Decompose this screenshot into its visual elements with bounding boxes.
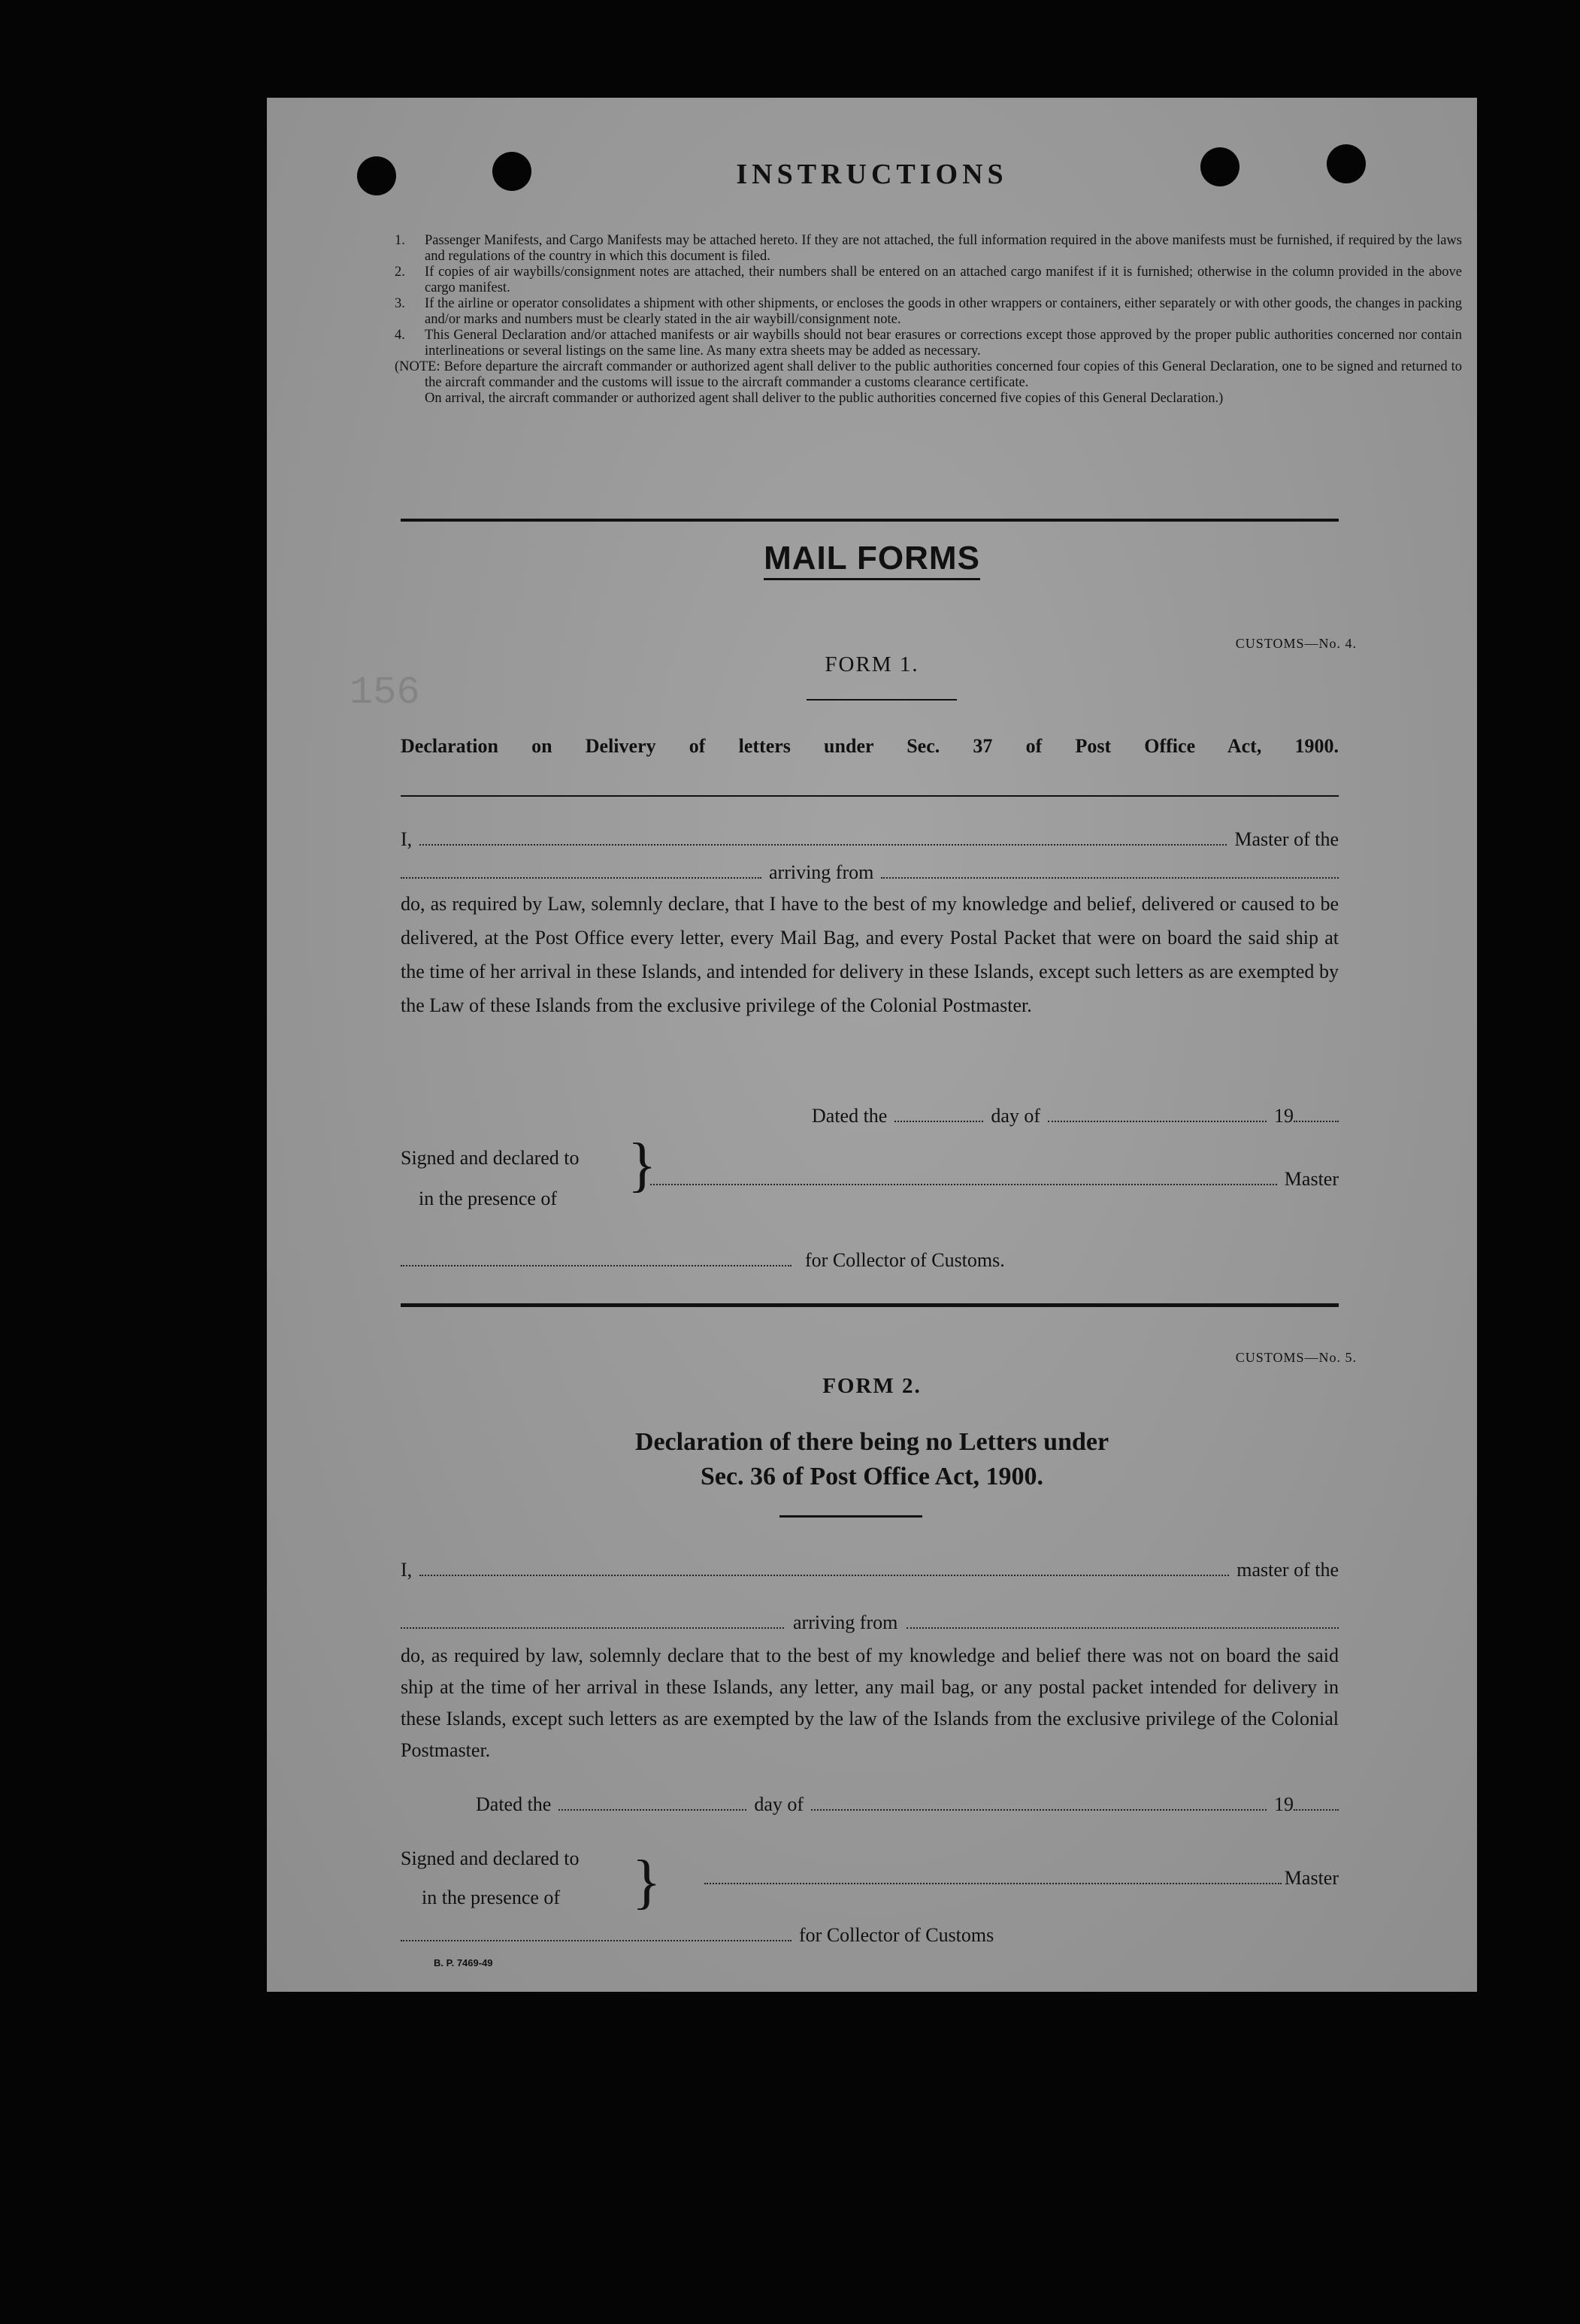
form1-label-rule <box>807 699 957 701</box>
form1-dated-line <box>812 1105 1339 1127</box>
instruction-item: 2. If copies of air waybills/consignment notes are attached, their numbers shall be entered on an attached cargo manifest if it is furnished; otherwise in the column provided in the above cargo manifest. <box>395 265 1462 295</box>
instructions-title: INSTRUCTIONS <box>736 159 1008 190</box>
instructions-list <box>395 233 1462 407</box>
form1-line1-end: Master of the <box>1234 828 1339 850</box>
form1-body: do, as required by Law, solemnly declare, that I have to the best of my knowledge and belief, delivered or caused to be delivered, at the Post Office every letter, every Mail Bag, and every Postal Packet that were on board the said ship at the time of her arrival in these Islands, and intended for delivery in these Islands, except such letters as are exempted by the Law of these Islands from the exclusive privilege of the Colonial Postmaster. <box>401 893 1339 1016</box>
form1-name-blank[interactable] <box>419 843 1227 846</box>
form1-master-line <box>401 828 1339 851</box>
form2-label: FORM 2. <box>822 1374 922 1398</box>
form2-signed-label-2: in the presence of <box>422 1887 561 1908</box>
form1-signed-label-2: in the presence of <box>419 1188 558 1209</box>
form1-day-blank[interactable] <box>894 1120 983 1122</box>
form2-declaration-line2: Sec. 36 of Post Office Act, 1900. <box>700 1463 1044 1490</box>
instruction-item: 3. If the airline or operator consolidates a shipment with other shipments, or encloses the goods in other wrappers or containers, either separately or with other goods, the changes in packing and/or marks and numbers must be clearly stated in the air waybill/consignment note. <box>395 296 1462 327</box>
form1-customs-number: CUSTOMS—No. 4. <box>1235 636 1357 651</box>
form1-signed-label-1: Signed and declared to <box>401 1147 580 1169</box>
form1-brace: } <box>628 1132 657 1198</box>
form1-collector-line <box>401 1249 1077 1272</box>
form2-declaration-title <box>267 1425 1477 1494</box>
form-divider <box>401 1303 1339 1307</box>
form2-month-blank[interactable] <box>811 1808 1267 1811</box>
form1-day-of: day of <box>991 1105 1041 1127</box>
form2-line1-end: master of the <box>1236 1559 1339 1581</box>
form1-year: 19 <box>1274 1105 1294 1127</box>
document-page <box>267 98 1477 1992</box>
form1-dated-the: Dated the <box>812 1105 888 1127</box>
form1-collector-blank[interactable] <box>401 1264 792 1266</box>
form2-master: Master <box>1284 1867 1339 1889</box>
form2-customs-number: CUSTOMS—No. 5. <box>1235 1350 1357 1365</box>
form2-brace: } <box>632 1849 661 1915</box>
form2-title-rule <box>779 1515 922 1518</box>
form2-name-blank[interactable] <box>419 1574 1229 1576</box>
form1-declaration-title: Declaration on Delivery of letters under Sec. 37 of Post Office Act, 1900. <box>401 735 1339 757</box>
form1-year-blank[interactable] <box>1294 1120 1339 1122</box>
form2-master-signature-blank[interactable] <box>704 1882 1282 1884</box>
form1-collector: for Collector of Customs. <box>805 1249 1005 1271</box>
form2-dated-the: Dated the <box>476 1793 552 1815</box>
form2-body: do, as required by law, solemnly declare that to the best of my knowledge and belief there was not on board the said ship at the time of her arrival in these Islands, any letter, any mail bag, or any postal packet intended for delivery in these Islands, except such letters as are exempted by the law of the Islands from the exclusive privilege of the Colonial Postmaster. <box>401 1645 1339 1761</box>
faint-stamp-number: 156 <box>350 670 420 715</box>
form1-origin-blank[interactable] <box>881 876 1339 879</box>
form1-master: Master <box>1284 1168 1339 1190</box>
form2-arriving-line <box>401 1611 1339 1634</box>
form1-title-rule <box>401 795 1339 797</box>
form2-collector: for Collector of Customs <box>799 1924 994 1946</box>
section-divider <box>401 519 1339 522</box>
form1-month-blank[interactable] <box>1048 1120 1267 1122</box>
form2-day-of: day of <box>754 1793 804 1815</box>
form2-collector-line <box>401 1924 1077 1947</box>
form1-label: FORM 1. <box>825 652 919 676</box>
form2-collector-blank[interactable] <box>401 1939 792 1941</box>
form2-ship-blank[interactable] <box>401 1626 784 1629</box>
form2-year: 19 <box>1274 1793 1294 1815</box>
form2-origin-blank[interactable] <box>907 1626 1339 1629</box>
instruction-note: On arrival, the aircraft commander or authorized agent shall deliver to the public authorities concerned five copies of this General Declaration.) <box>425 391 1224 406</box>
form2-master-sign-line <box>704 1867 1339 1890</box>
form2-arriving-from: arriving from <box>793 1611 898 1633</box>
form2-dated-line <box>476 1793 1339 1816</box>
form1-arriving-from: arriving from <box>769 861 874 883</box>
form2-day-blank[interactable] <box>558 1808 746 1811</box>
instruction-item: 4. This General Declaration and/or attached manifests or air waybills should not bear erasures or corrections except those approved by the proper public authorities concerned nor contain interlineations or several listings on the same line. As many extra sheets may be added as necessary. <box>395 328 1462 359</box>
form2-signed-label-1: Signed and declared to <box>401 1847 580 1869</box>
form2-line1-start: I, <box>401 1559 413 1581</box>
mail-forms-title: MAIL FORMS <box>267 540 1477 577</box>
form2-year-blank[interactable] <box>1294 1808 1339 1811</box>
form2-declaration-line1: Declaration of there being no Letters under <box>634 1428 1109 1456</box>
form1-arriving-line <box>401 861 1339 884</box>
form2-master-line <box>401 1559 1339 1581</box>
instruction-note: (NOTE: Before departure the aircraft commander or authorized agent shall deliver to the public authorities concerned four copies of this General Declaration, one to be signed and returned to the aircraft commander and the customs will issue to the aircraft commander a customs clearance certificate. <box>395 359 1462 390</box>
printer-code: B. P. 7469-49 <box>434 1957 493 1968</box>
form1-line1-start: I, <box>401 828 413 850</box>
form1-ship-blank[interactable] <box>401 876 761 879</box>
form1-master-sign-line <box>650 1168 1339 1191</box>
form1-master-signature-blank[interactable] <box>650 1183 1277 1185</box>
instruction-item: 1. Passenger Manifests, and Cargo Manifests may be attached hereto. If they are not attached, the full information required in the above manifests must be furnished, if required by the laws and regulations of the country in which this document is filed. <box>395 233 1462 264</box>
